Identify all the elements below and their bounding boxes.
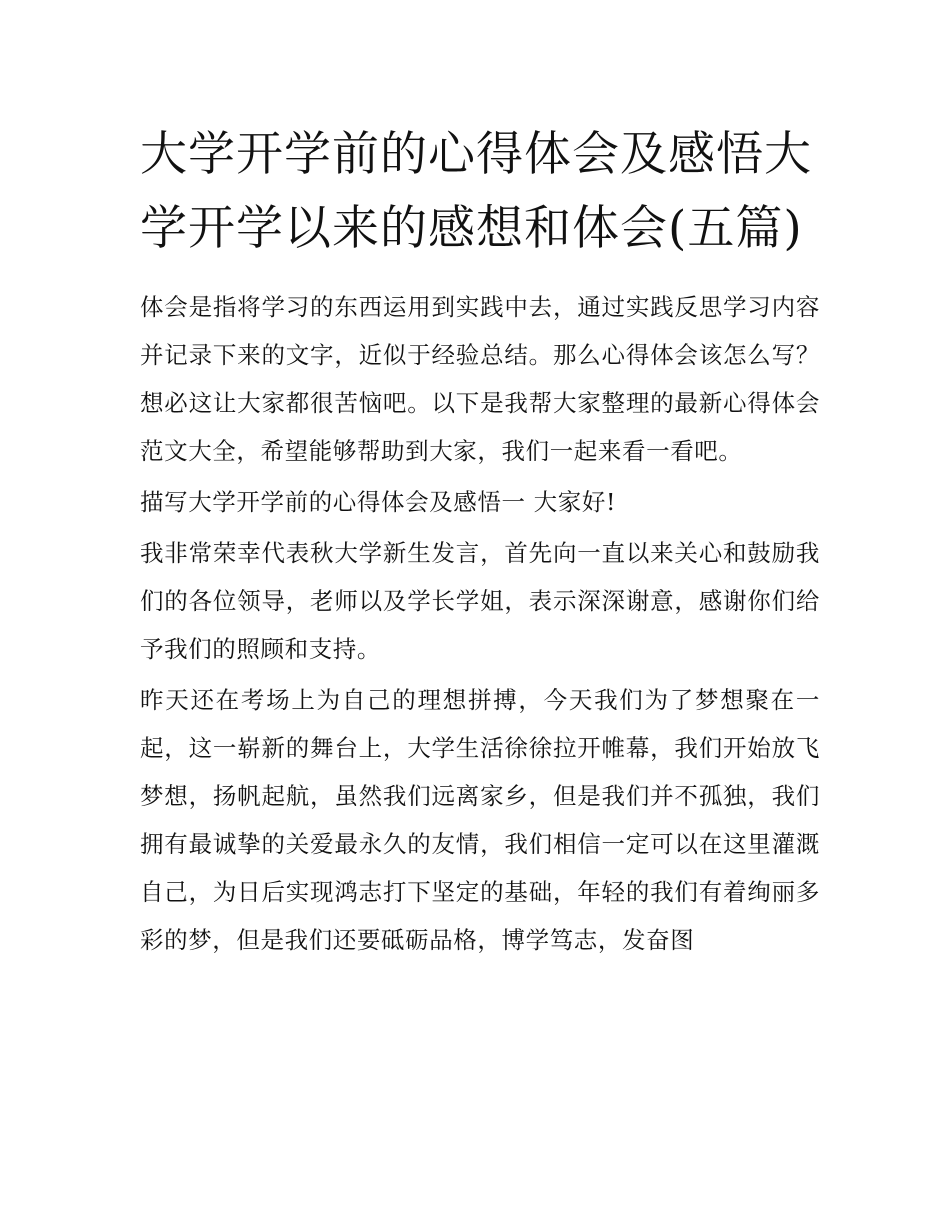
document-page [140,118,820,967]
body-paragraph: 昨天还在考场上为自己的理想拼搏，今天我们为了梦想聚在一起，这一崭新的舞台上，大学生活徐徐拉开帷幕，我们开始放飞梦想，扬帆起航，虽然我们远离家乡，但是我们并不孤独，我们拥有最诚挚的关爱最永久的友情，我们相信一定可以在这里灌溉自己，为日后实现鸿志打下坚定的基础，年轻的我们有着绚丽多彩的梦，但是我们还要砥砺品格，博学笃志，发奋图 [140,686,820,954]
body-paragraph: 我非常荣幸代表秋大学新生发言，首先向一直以来关心和鼓励我们的各位领导，老师以及学长学姐，表示深深谢意，感谢你们给予我们的照顾和支持。 [140,539,820,663]
intro-paragraph: 体会是指将学习的东西运用到实践中去，通过实践反思学习内容并记录下来的文字，近似于经验总结。那么心得体会该怎么写？想必这让大家都很苦恼吧。以下是我帮大家整理的最新心得体会范文大全，希望能够帮助到大家，我们一起来看一看吧。 [140,293,820,465]
document-body [140,283,820,964]
section-heading-paragraph: 描写大学开学前的心得体会及感悟一 大家好! [140,488,617,516]
document-title: 大学开学前的心得体会及感悟大学开学以来的感想和体会(五篇) [140,127,812,256]
